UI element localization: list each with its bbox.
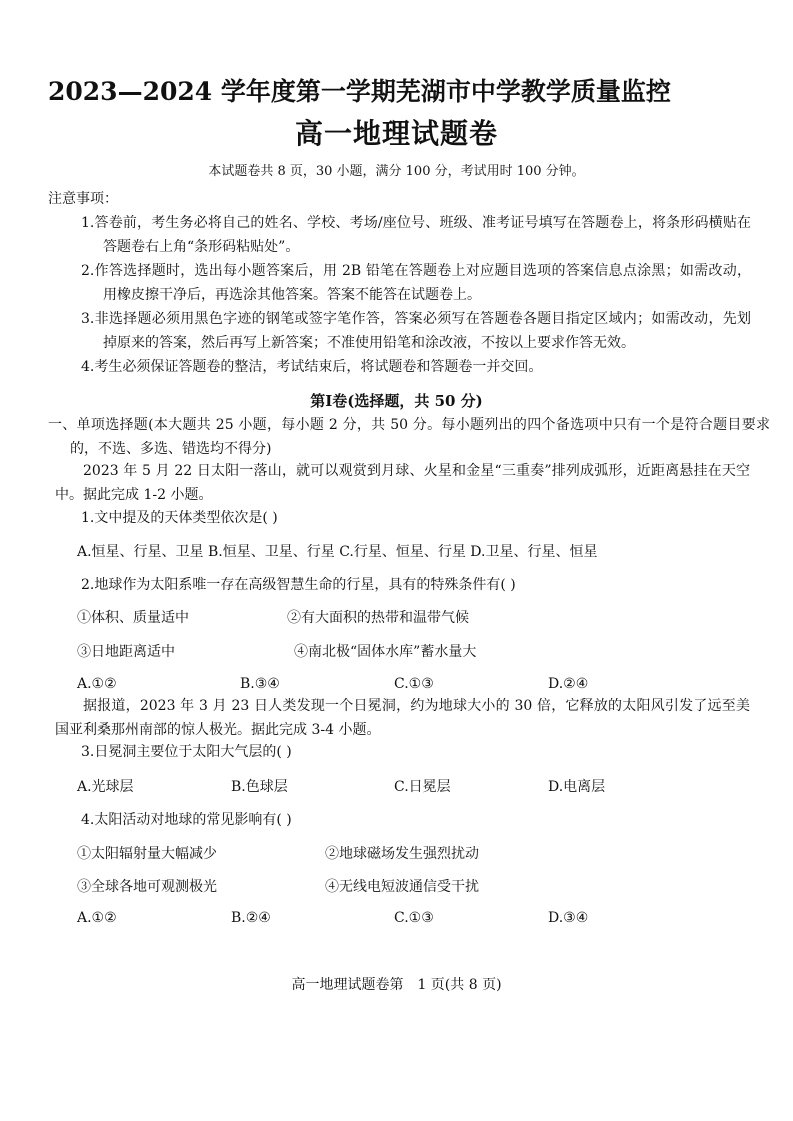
question-2-option-a: A.①② — [77, 676, 117, 692]
exam-info: 本试题卷共 8 页，30 小题，满分 100 分，考试用时 100 分钟。 — [208, 164, 585, 179]
question-1-options: A.恒星、行星、卫星 B.恒星、卫星、行星 C.行星、恒星、行星 D.卫星、行星、恒星 — [77, 544, 598, 560]
page-footer: 高一地理试题卷第 1 页(共 8 页) — [291, 977, 502, 993]
question-4-statement-2: ②地球磁场发生强烈扰动 — [325, 846, 479, 862]
question-4-option-b: B.②④ — [231, 910, 271, 926]
question-3-option-c: C.日冕层 — [394, 779, 451, 795]
question-2-statement-3: ③日地距离适中 — [77, 644, 175, 660]
question-2-option-d: D.②④ — [548, 676, 589, 692]
notice-item: 4.考生必须保证答题卷的整洁，考试结束后，将试题卷和答题卷一并交回。 — [81, 359, 543, 375]
question-4-option-d: D.③④ — [548, 910, 589, 926]
question-4-statement-3: ③全球各地可观测极光 — [77, 879, 217, 895]
question-4-stem: 4.太阳活动对地球的常见影响有( ) — [81, 812, 292, 828]
notice-item: 3.非选择题必须用黑色字迹的钢笔或签字笔作答，答案必须写在答题卷各题目指定区域内；如需改动，先划掉原来的答案，然后再写上新答案；不准使用铅笔和涂改液，不按以上要求作答无效。 — [81, 311, 751, 351]
passage-1: 2023 年 5 月 22 日太阳一落山，就可以观赏到月球、火星和金星“三重奏”排列成弧形，近距离悬挂在天空中。据此完成 1-2 小题。 — [55, 463, 750, 503]
notice-heading: 注意事项： — [48, 191, 118, 207]
notice-list — [81, 211, 751, 379]
question-4-statement-1: ①太阳辐射量大幅减少 — [77, 846, 217, 862]
question-3-stem: 3.日冕洞主要位于太阳大气层的( ) — [81, 744, 292, 760]
question-2-option-b: B.③④ — [240, 676, 280, 692]
question-4-option-c: C.①③ — [394, 910, 434, 926]
section-instruction: 一、单项选择题(本大题共 25 小题，每小题 2 分，共 50 分。每小题列出的四个备选项中只有一个是符合题目要求的，不选、多选、错选均不得分) — [48, 417, 770, 457]
question-2-statement-4: ④南北极“固体水库”蓄水量大 — [294, 644, 477, 660]
exam-subject-title: 高一地理试题卷 — [294, 117, 498, 150]
question-2-statement-1: ①体积、质量适中 — [77, 610, 189, 626]
passage-2: 据报道，2023 年 3 月 23 日人类发现一个日冕洞，约为地球大小的 30 倍，它释放的太阳风引发了远至美国亚利桑那州南部的惊人极光。据此完成 3-4 小题。 — [55, 698, 750, 738]
question-4-option-a: A.①② — [77, 910, 117, 926]
notice-item: 1.答卷前，考生务必将自己的姓名、学校、考场/座位号、班级、准考证号填写在答题卷上，将条形码横贴在答题卷右上角“条形码粘贴处”。 — [81, 215, 751, 255]
question-1-stem: 1.文中提及的天体类型依次是( ) — [81, 510, 278, 526]
notice-item: 2.作答选择题时，选出每小题答案后，用 2B 铅笔在答题卷上对应题目选项的答案信息点涂黑；如需改动，用橡皮擦干净后，再选涂其他答案。答案不能答在试题卷上。 — [81, 263, 751, 303]
question-3-option-b: B.色球层 — [231, 779, 288, 795]
question-3-option-a: A.光球层 — [77, 779, 134, 795]
section-title: 第Ⅰ卷(选择题，共 50 分) — [310, 392, 483, 410]
question-2-option-c: C.①③ — [394, 676, 434, 692]
question-4-statement-4: ④无线电短波通信受干扰 — [325, 879, 479, 895]
question-2-statement-2: ②有大面积的热带和温带气候 — [287, 610, 469, 626]
question-2-stem: 2.地球作为太阳系唯一存在高级智慧生命的行星，具有的特殊条件有( ) — [81, 577, 516, 593]
exam-title: 2023—2024 学年度第一学期芜湖市中学教学质量监控 — [48, 77, 671, 106]
question-3-option-d: D.电离层 — [548, 779, 606, 795]
